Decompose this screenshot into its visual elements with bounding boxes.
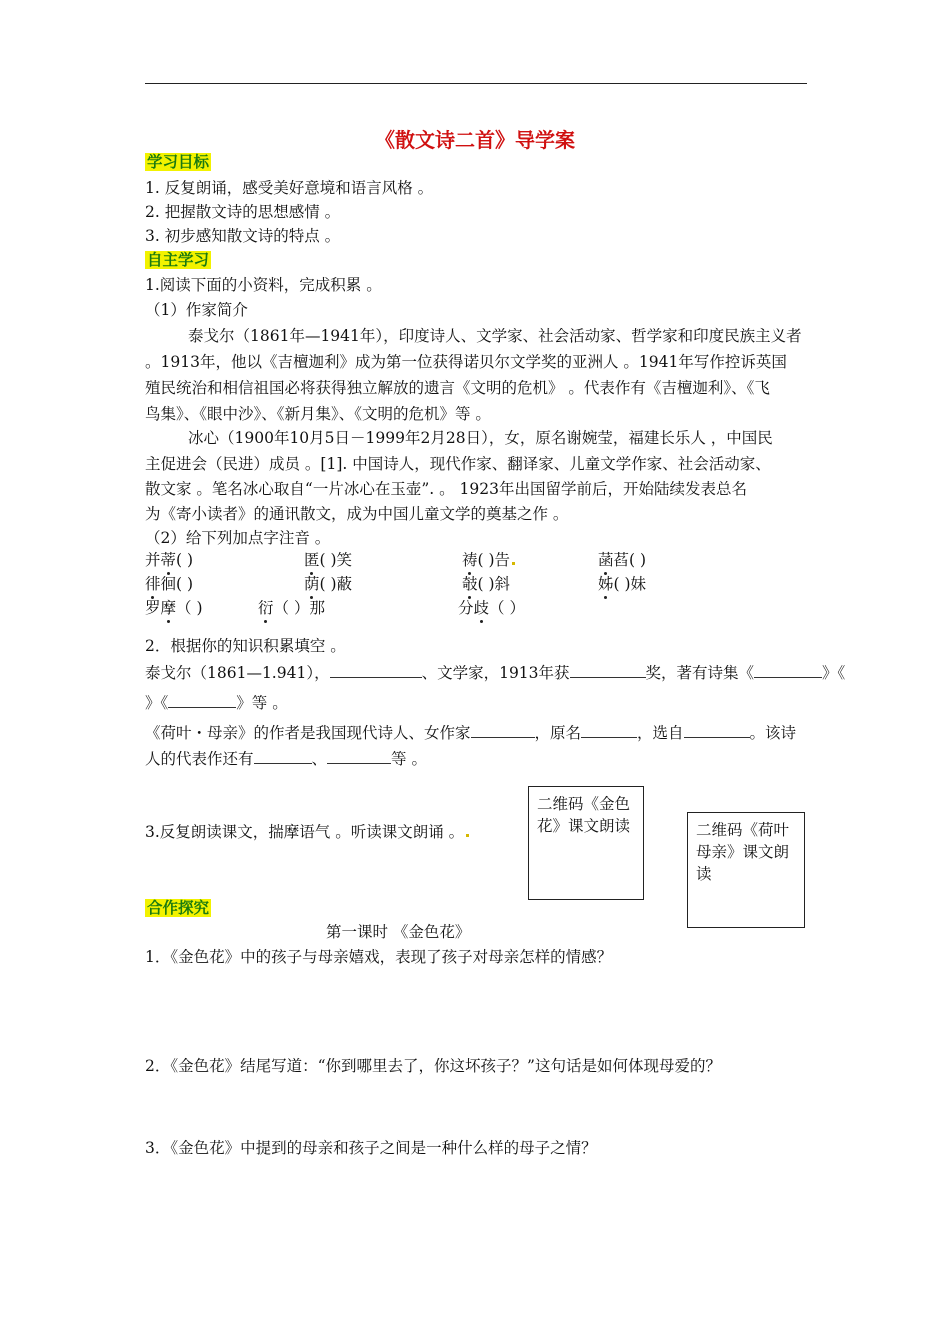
goal-item: 3. 初步感知散文诗的特点 。 [145, 227, 341, 245]
tagore-line: 殖民统治和相信祖国必将获得独立解放的遗言《文明的危机》 。代表作有《吉檀迦利》、《飞 [145, 379, 770, 397]
coop-question: 1．《金色花》中的孩子与母亲嬉戏，表现了孩子对母亲怎样的情感？ [145, 948, 613, 966]
pinyin-item: 并蒂( ) [145, 551, 194, 569]
bingxin-line: 主促进会（民进）成员 。[1]. 中国诗人，现代作家、翻译家、儿童文学作家、社会活动家、 [145, 455, 771, 473]
goal-item: 1. 反复朗诵，感受美好意境和语言风格 。 [145, 179, 434, 197]
question-2: 2．根据你的知识积累填空 。 [145, 637, 346, 655]
sub-heading-pinyin: （2）给下列加点字注音 。 [145, 529, 331, 547]
bingxin-line: 散文家 。笔名冰心取自“一片冰心在玉壶”. 。 1923年出国留学前后，开始陆续发表总名 [145, 480, 748, 498]
pinyin-item: 匿( )笑 [304, 551, 353, 569]
tagore-line: 。1913年，他以《吉檀迦利》成为第一位获得诺贝尔文学奖的亚洲人 。1941年写作控诉英国 [145, 353, 787, 371]
pinyin-item: 分歧（ ） [458, 599, 525, 617]
answer-blank[interactable] [254, 748, 312, 764]
page-title: 《散文诗二首》导学案 [375, 128, 575, 152]
coop-heading: 合作探究 [147, 899, 210, 917]
qr-code-jinsehua[interactable]: 二维码《金色花》课文朗读 [528, 786, 644, 900]
tagore-line: 鸟集》、《眼中沙》、《新月集》、《文明的危机》等 。 [145, 405, 491, 423]
answer-blank[interactable] [471, 722, 535, 738]
coop-question: 2．《金色花》结尾写道：“你到哪里去了，你这坏孩子？”这句话是如何体现母爱的？ [145, 1057, 721, 1075]
pinyin-item: 衍（ ）那 [258, 599, 325, 617]
answer-blank[interactable] [330, 662, 422, 678]
fill-line: 人的代表作还有 、 等 。 [145, 750, 427, 768]
tagore-line: 泰戈尔（1861年—1941年），印度诗人、文学家、社会活动家、哲学家和印度民族主义者 [188, 327, 802, 345]
self-study-heading: 自主学习 [147, 251, 210, 269]
pinyin-item: 攲( )斜 [462, 575, 511, 593]
pinyin-item: 徘徊( ) [145, 575, 194, 593]
mark-dot [466, 834, 469, 837]
answer-blank[interactable] [327, 748, 391, 764]
question-1: 1.阅读下面的小资料，完成积累 。 [145, 276, 382, 294]
answer-blank[interactable] [684, 722, 750, 738]
lesson-title: 第一课时 《金色花》 [326, 923, 471, 941]
answer-blank[interactable] [581, 722, 637, 738]
answer-blank[interactable] [570, 662, 646, 678]
mark-dot [512, 562, 515, 565]
fill-line: 》《 》等 。 [145, 694, 288, 712]
coop-question: 3．《金色花》中提到的母亲和孩子之间是一种什么样的母子之情？ [145, 1139, 597, 1157]
answer-blank[interactable] [754, 662, 822, 678]
goals-heading: 学习目标 [147, 153, 210, 171]
qr-code-heye-muqin[interactable]: 二维码《荷叶母亲》课文朗读 [687, 812, 805, 928]
pinyin-item: 姊( )妹 [598, 575, 647, 593]
sub-heading-author: （1）作家简介 [145, 301, 248, 319]
pinyin-item: 菡萏( ) [598, 551, 647, 569]
fill-line: 《荷叶・母亲》的作者是我国现代诗人、女作家 ，原名 ，选自 。该诗 [145, 724, 797, 742]
pinyin-item: 罗摩（ ) [145, 599, 203, 617]
question-3: 3.反复朗读课文，揣摩语气 。听读课文朗诵 。 [145, 822, 471, 842]
bingxin-line: 冰心（1900年10月5日－1999年2月28日），女，原名谢婉莹，福建长乐人 ，中国民 [188, 429, 773, 447]
bingxin-line: 为《寄小读者》的通讯散文，成为中国儿童文学的奠基之作 。 [145, 505, 569, 523]
header-rule [145, 83, 807, 84]
goal-item: 2. 把握散文诗的思想感情 。 [145, 203, 341, 221]
pinyin-item: 荫( )蔽 [304, 575, 353, 593]
pinyin-item: 祷( )告 [462, 550, 517, 570]
answer-blank[interactable] [168, 692, 236, 708]
fill-line: 泰戈尔（1861—1.941）， 、文学家，1913年获 奖，著有诗集《 》《 [145, 664, 846, 682]
